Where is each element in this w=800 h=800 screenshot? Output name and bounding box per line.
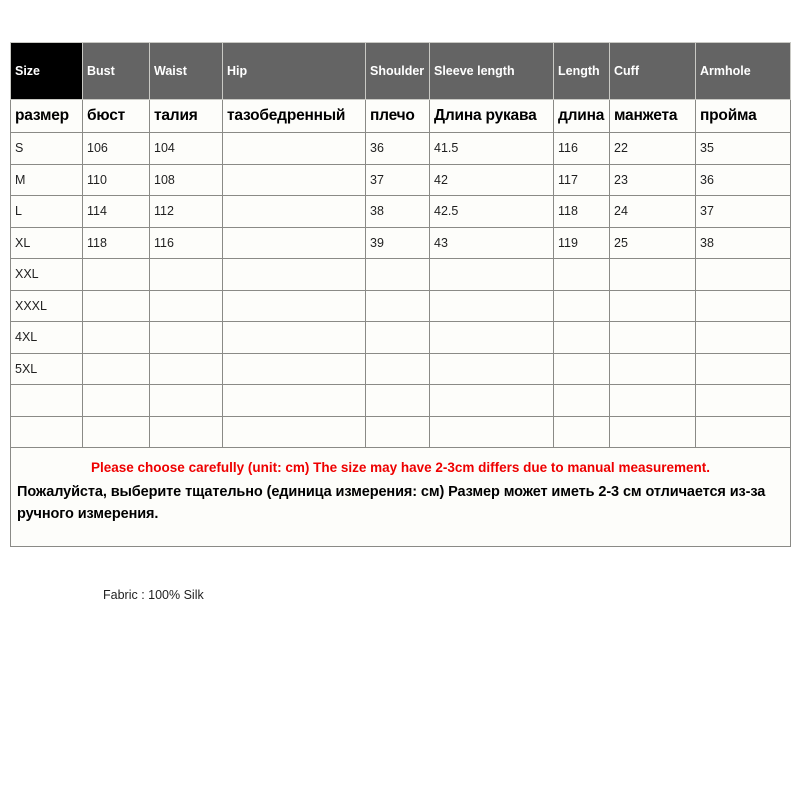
- cell-armhole: 35: [696, 133, 791, 165]
- cell-armhole: [696, 385, 791, 417]
- cell-sleeve-length: [430, 353, 554, 385]
- cell-size: [11, 416, 83, 448]
- cell-bust: [83, 385, 150, 417]
- measurement-note-russian: Пожалуйста, выберите тщательно (единица измерения: см) Размер может иметь 2-3 см отличается из-за ручного измерения.: [17, 483, 766, 523]
- cell-size: 5XL: [11, 353, 83, 385]
- cell-armhole: [696, 259, 791, 291]
- table-row: [11, 290, 791, 322]
- cell-waist: 108: [150, 164, 223, 196]
- cell-hip: [223, 259, 366, 291]
- cell-size: XXXL: [11, 290, 83, 322]
- table-row: [11, 353, 791, 385]
- table-row: [11, 416, 791, 448]
- cell-shoulder: [366, 416, 430, 448]
- cell-bust: [83, 322, 150, 354]
- cell-length: [554, 322, 610, 354]
- cell-sleeve-length: [430, 416, 554, 448]
- cell-cuff: [610, 259, 696, 291]
- cell-length: [554, 385, 610, 417]
- cell-cuff: 24: [610, 196, 696, 228]
- column-header-ru-hip: тазобедренный: [223, 100, 366, 133]
- column-header-ru-length: длина: [554, 100, 610, 133]
- cell-sleeve-length: [430, 259, 554, 291]
- cell-waist: 104: [150, 133, 223, 165]
- cell-sleeve-length: [430, 290, 554, 322]
- cell-hip: [223, 290, 366, 322]
- cell-bust: [83, 290, 150, 322]
- size-chart-body: [11, 133, 791, 547]
- cell-cuff: [610, 416, 696, 448]
- cell-waist: [150, 353, 223, 385]
- cell-bust: [83, 259, 150, 291]
- cell-armhole: 37: [696, 196, 791, 228]
- measurement-note-row: [11, 448, 791, 547]
- table-row: [11, 385, 791, 417]
- cell-bust: 110: [83, 164, 150, 196]
- table-row: [11, 227, 791, 259]
- cell-bust: 118: [83, 227, 150, 259]
- cell-cuff: [610, 290, 696, 322]
- cell-armhole: [696, 322, 791, 354]
- cell-armhole: [696, 416, 791, 448]
- cell-armhole: 36: [696, 164, 791, 196]
- cell-size: [11, 385, 83, 417]
- column-header-ru-waist: талия: [150, 100, 223, 133]
- column-header-ru-sleeve-length: Длина рукава: [430, 100, 554, 133]
- table-row: [11, 164, 791, 196]
- cell-length: 117: [554, 164, 610, 196]
- cell-cuff: 23: [610, 164, 696, 196]
- cell-size: L: [11, 196, 83, 228]
- cell-cuff: [610, 385, 696, 417]
- cell-hip: [223, 133, 366, 165]
- column-header-waist: Waist: [150, 43, 223, 100]
- header-row-russian: [11, 100, 791, 133]
- column-header-ru-size: размер: [11, 100, 83, 133]
- cell-cuff: [610, 353, 696, 385]
- column-header-hip: Hip: [223, 43, 366, 100]
- table-row: [11, 133, 791, 165]
- cell-length: 118: [554, 196, 610, 228]
- cell-hip: [223, 164, 366, 196]
- column-header-bust: Bust: [83, 43, 150, 100]
- header-row-english: [11, 43, 791, 100]
- cell-shoulder: [366, 385, 430, 417]
- cell-length: [554, 353, 610, 385]
- cell-waist: [150, 385, 223, 417]
- column-header-ru-cuff: манжета: [610, 100, 696, 133]
- column-header-length: Length: [554, 43, 610, 100]
- cell-length: [554, 259, 610, 291]
- cell-hip: [223, 353, 366, 385]
- cell-size: M: [11, 164, 83, 196]
- cell-length: 119: [554, 227, 610, 259]
- cell-size: S: [11, 133, 83, 165]
- column-header-size: Size: [11, 43, 83, 100]
- cell-waist: 112: [150, 196, 223, 228]
- cell-armhole: [696, 290, 791, 322]
- cell-size: XXL: [11, 259, 83, 291]
- cell-sleeve-length: 41.5: [430, 133, 554, 165]
- table-row: [11, 259, 791, 291]
- column-header-ru-bust: бюст: [83, 100, 150, 133]
- table-row: [11, 196, 791, 228]
- column-header-ru-armhole: пройма: [696, 100, 791, 133]
- measurement-note-cell: [11, 448, 791, 547]
- cell-shoulder: [366, 353, 430, 385]
- cell-waist: 116: [150, 227, 223, 259]
- column-header-ru-shoulder: плечо: [366, 100, 430, 133]
- cell-shoulder: [366, 259, 430, 291]
- cell-size: XL: [11, 227, 83, 259]
- cell-bust: [83, 353, 150, 385]
- cell-hip: [223, 416, 366, 448]
- cell-sleeve-length: 43: [430, 227, 554, 259]
- cell-shoulder: 38: [366, 196, 430, 228]
- cell-sleeve-length: [430, 385, 554, 417]
- fabric-note: Fabric : 100% Silk: [103, 588, 204, 602]
- cell-sleeve-length: [430, 322, 554, 354]
- cell-shoulder: [366, 322, 430, 354]
- cell-cuff: [610, 322, 696, 354]
- cell-armhole: 38: [696, 227, 791, 259]
- cell-length: [554, 290, 610, 322]
- cell-shoulder: [366, 290, 430, 322]
- size-chart-container: [10, 42, 790, 547]
- cell-waist: [150, 322, 223, 354]
- cell-cuff: 25: [610, 227, 696, 259]
- cell-hip: [223, 385, 366, 417]
- cell-bust: 106: [83, 133, 150, 165]
- cell-size: 4XL: [11, 322, 83, 354]
- cell-shoulder: 37: [366, 164, 430, 196]
- cell-sleeve-length: 42: [430, 164, 554, 196]
- cell-armhole: [696, 353, 791, 385]
- cell-hip: [223, 322, 366, 354]
- cell-bust: 114: [83, 196, 150, 228]
- cell-bust: [83, 416, 150, 448]
- cell-waist: [150, 259, 223, 291]
- column-header-sleeve-length: Sleeve length: [430, 43, 554, 100]
- cell-length: [554, 416, 610, 448]
- size-chart-table: [10, 42, 791, 547]
- cell-cuff: 22: [610, 133, 696, 165]
- cell-hip: [223, 196, 366, 228]
- cell-length: 116: [554, 133, 610, 165]
- cell-hip: [223, 227, 366, 259]
- column-header-armhole: Armhole: [696, 43, 791, 100]
- cell-shoulder: 36: [366, 133, 430, 165]
- cell-sleeve-length: 42.5: [430, 196, 554, 228]
- column-header-cuff: Cuff: [610, 43, 696, 100]
- cell-shoulder: 39: [366, 227, 430, 259]
- column-header-shoulder: Shoulder: [366, 43, 430, 100]
- measurement-note-english: Please choose carefully (unit: cm) The size may have 2-3cm differs due to manual measurement.: [91, 460, 710, 475]
- cell-waist: [150, 416, 223, 448]
- table-row: [11, 322, 791, 354]
- cell-waist: [150, 290, 223, 322]
